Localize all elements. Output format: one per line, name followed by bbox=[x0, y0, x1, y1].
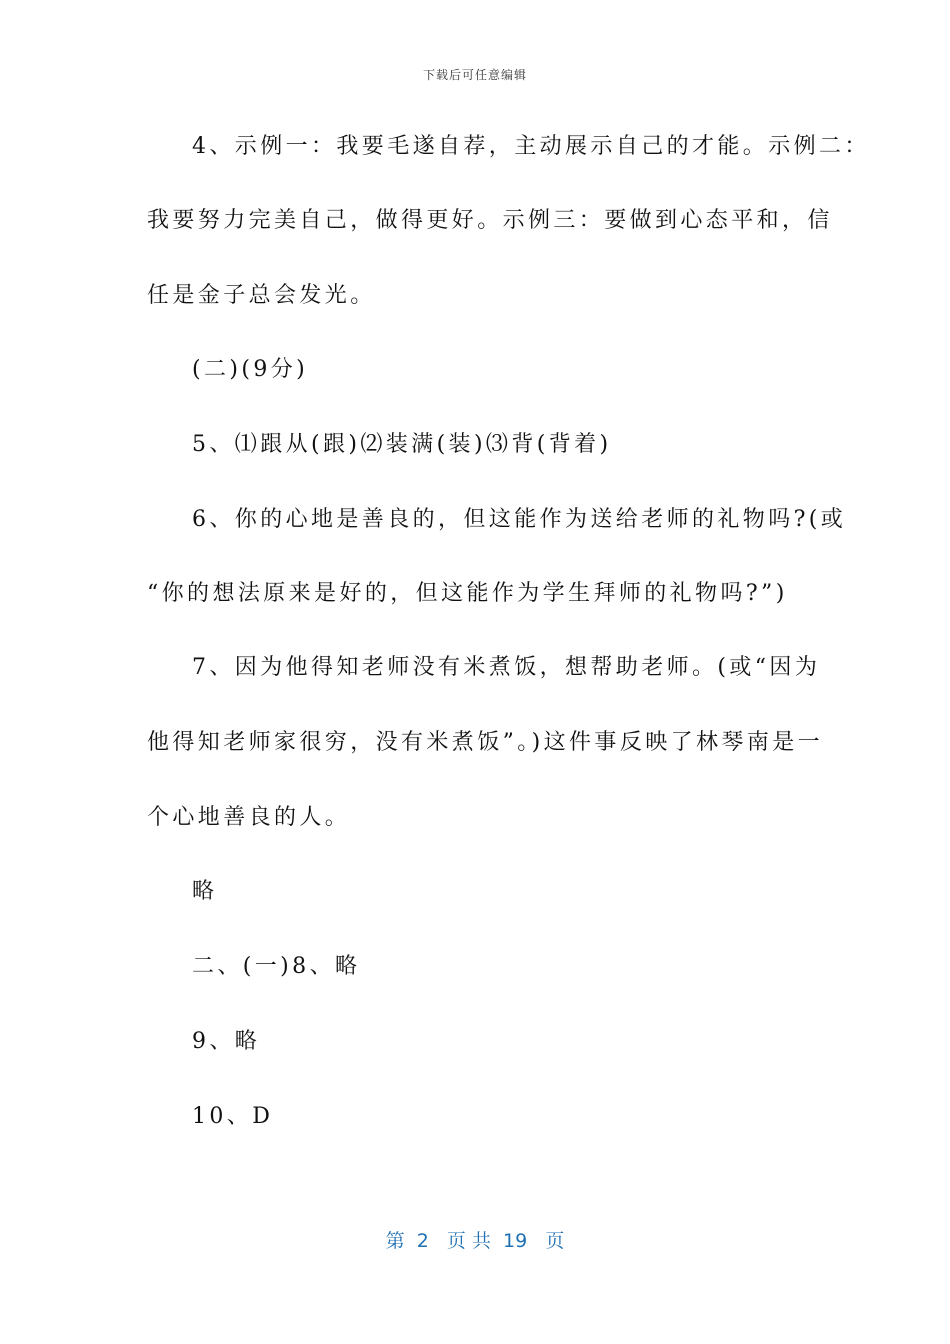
answer-7-line-3: 个心地善良的人。 bbox=[147, 805, 351, 830]
answer-4-line-1: 4、示例一：我要毛遂自荐，主动展示自己的才能。示例二： bbox=[192, 134, 870, 159]
answer-4-line-3: 任是金子总会发光。 bbox=[147, 283, 376, 308]
answer-6-line-1: 6、你的心地是善良的，但这能作为送给老师的礼物吗?(或 bbox=[192, 507, 847, 532]
section-heading-2: (二)(9分) bbox=[192, 357, 309, 382]
answer-4-line-2: 我要努力完美自己，做得更好。示例三：要做到心态平和，信 bbox=[147, 208, 833, 233]
answer-9: 9、略 bbox=[192, 1029, 261, 1054]
part-2-answer-8: 二、(一)8、略 bbox=[192, 954, 361, 979]
answer-5: 5、⑴跟从(跟)⑵装满(装)⑶背(背着) bbox=[192, 432, 612, 457]
page-number-footer: 第 2 页 共 19 页 bbox=[385, 1230, 565, 1252]
answer-6-line-2: “你的想法原来是好的，但这能作为学生拜师的礼物吗?”) bbox=[147, 581, 788, 606]
answer-7-line-1: 7、因为他得知老师没有米煮饭，想帮助老师。(或“因为 bbox=[192, 655, 821, 680]
answer-7-line-2: 他得知老师家很穷，没有米煮饭”。)这件事反映了林琴南是一 bbox=[147, 730, 824, 755]
page-header: 下载后可任意编辑 bbox=[422, 68, 527, 82]
omitted-answer: 略 bbox=[192, 879, 218, 904]
answer-10: 10、D bbox=[192, 1104, 274, 1129]
